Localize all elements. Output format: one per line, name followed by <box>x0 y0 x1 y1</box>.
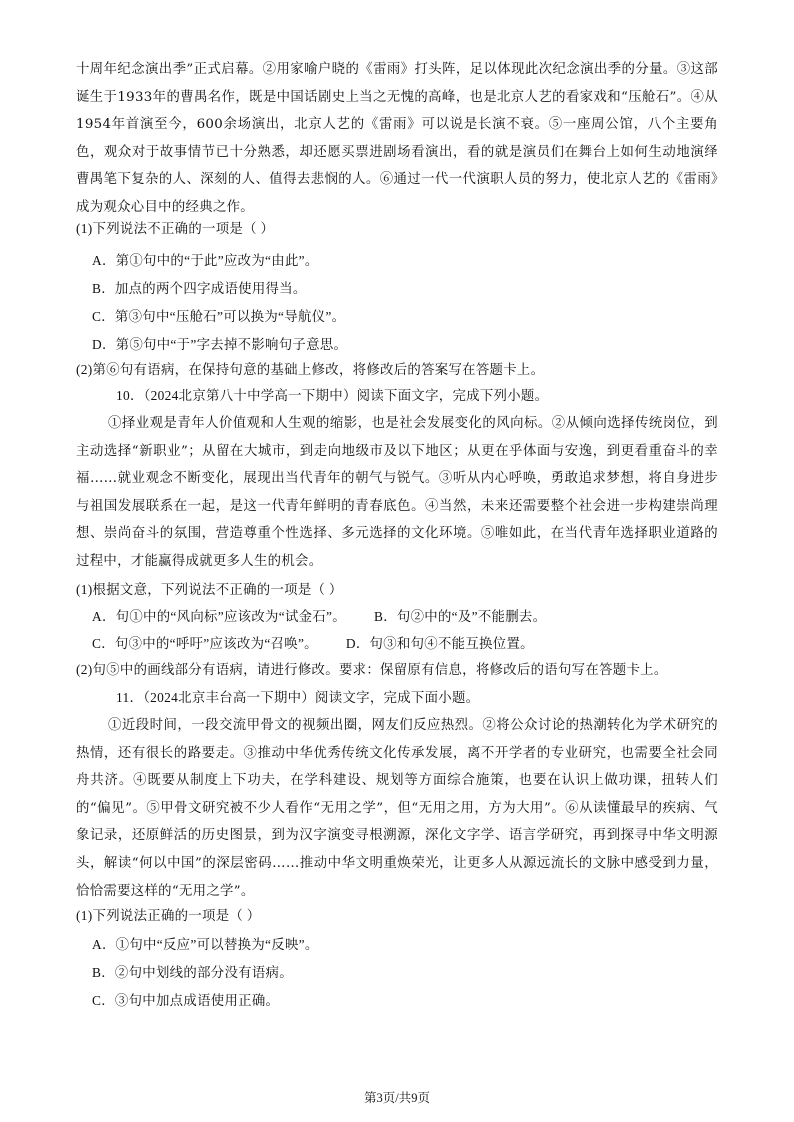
q10-passage-text: ①择业观是青年人价值观和人生观的缩影，也是社会发展变化的风向标。②从倾向选择传统岗位，到主动选择“新职业”；从留在大城市，到走向地级市及以下地区；从更在乎体面与安逸，到更看重奋斗的幸福……就业观念不断变化，展现出当代青年的朝气与锐气。③听从内心呼唤，勇敢追求梦想，将自身进步与祖国发展联系在一起，是这一代青年鲜明的青春底色。④当然，未来还需要整个社会进一步构建崇尚理想、崇尚奋斗的氛围，营造尊重个性选择、多元选择的文化环境。⑤唯如此，在当代青年选择职业道路的过程中，才能赢得成就更多人生的机会。 <box>76 416 718 569</box>
q9-subquestion-2: (2)第⑥句有语病，在保持句意的基础上修改，将修改后的答案写在答题卡上。 <box>76 362 545 377</box>
q10-stem: (1)根据文意，下列说法不正确的一项是（ ） <box>76 582 343 597</box>
page-number: 第3页/共9页 <box>364 1091 430 1105</box>
q11-option-b: B．②句中划线的部分没有语病。 <box>92 965 293 980</box>
q10-option-c: C．句③中的“呼吁”应该改为“召唤”。 <box>92 636 318 651</box>
q10-heading: 10．（2024北京第八十中学高一下期中）阅读下面文字，完成下列小题。 <box>116 388 549 403</box>
q11-option-a: A．①句中“反应”可以替换为“反映”。 <box>92 937 319 952</box>
q10-option-a: A．句①中的“风向标”应该改为“试金石”。 <box>92 609 346 624</box>
q10-option-b: B．句②中的“及”不能删去。 <box>374 609 547 624</box>
q10-option-d: D．句③和句④不能互换位置。 <box>345 636 534 651</box>
q10-options-row-1 <box>92 605 546 629</box>
q9-option-a: A．第①句中的“于此”应改为“由此”。 <box>92 253 319 268</box>
q10-subquestion-2: (2)句⑤中的画线部分有语病，请进行修改。要求：保留原有信息，将修改后的语句写在答题卡上。 <box>76 662 668 677</box>
q9-passage-text: 十周年纪念演出季”正式启幕。②用家喻户晓的《雷雨》打头阵，足以体现此次纪念演出季的分量。③这部诞生于1933年的曹禺名作，既是中国话剧史上当之无愧的高峰，也是北京人艺的看家戏和“压舱石”。④从1954年首演至今，600余场演出，北京人艺的《雷雨》可以说是长演不衰。⑤一座周公馆，八个主要角色，观众对于故事情节已十分熟悉，却还愿买票进剧场看演出，看的就是演员们在舞台上如何生动地演绎曹禺笔下复杂的人、深刻的人、值得去悲悯的人。⑥通过一代一代演职人员的努力，使北京人艺的《雷雨》成为观众心目中的经典之作。 <box>76 62 718 215</box>
q9-stem: (1)下列说法不正确的一项是（ ） <box>76 221 275 236</box>
q9-option-c: C．第③句中“压舱石”可以换为“导航仪”。 <box>92 309 346 324</box>
q11-heading: 11．（2024北京丰台高一下期中）阅读文字，完成下面小题。 <box>116 690 480 705</box>
q11-stem: (1)下列说法正确的一项是（ ） <box>76 908 261 923</box>
q10-options-row-2 <box>92 632 534 656</box>
q9-option-b: B．加点的两个四字成语使用得当。 <box>92 281 307 296</box>
q11-passage-text: ①近段时间，一段交流甲骨文的视频出圈，网友们反应热烈。②将公众讨论的热潮转化为学术研究的热情，还有很长的路要走。③推动中华优秀传统文化传承发展，离不开学者的专业研究，也需要全社会同舟共济。④既要从制度上下功夫，在学科建设、规划等方面综合施策，也要在认识上做功课，扭转人们的“偏见”。⑤甲骨文研究被不少人看作“无用之学”，但“无用之用，方为大用”。⑥从读懂最早的疾病、气象记录，还原鲜活的历史图景，到为汉字演变寻根溯源，深化文字学、语言学研究，再到探寻中华文明源头，解读“何以中国”的深层密码……推动中华文明重焕荣光，让更多人从源远流长的文脉中感受到力量，恰恰需要这样的“无用之学”。 <box>76 718 718 899</box>
q11-option-c: C．③句中加点成语使用正确。 <box>92 993 280 1008</box>
q9-option-d: D．第⑤句中“于”字去掉不影响句子意思。 <box>92 337 348 352</box>
